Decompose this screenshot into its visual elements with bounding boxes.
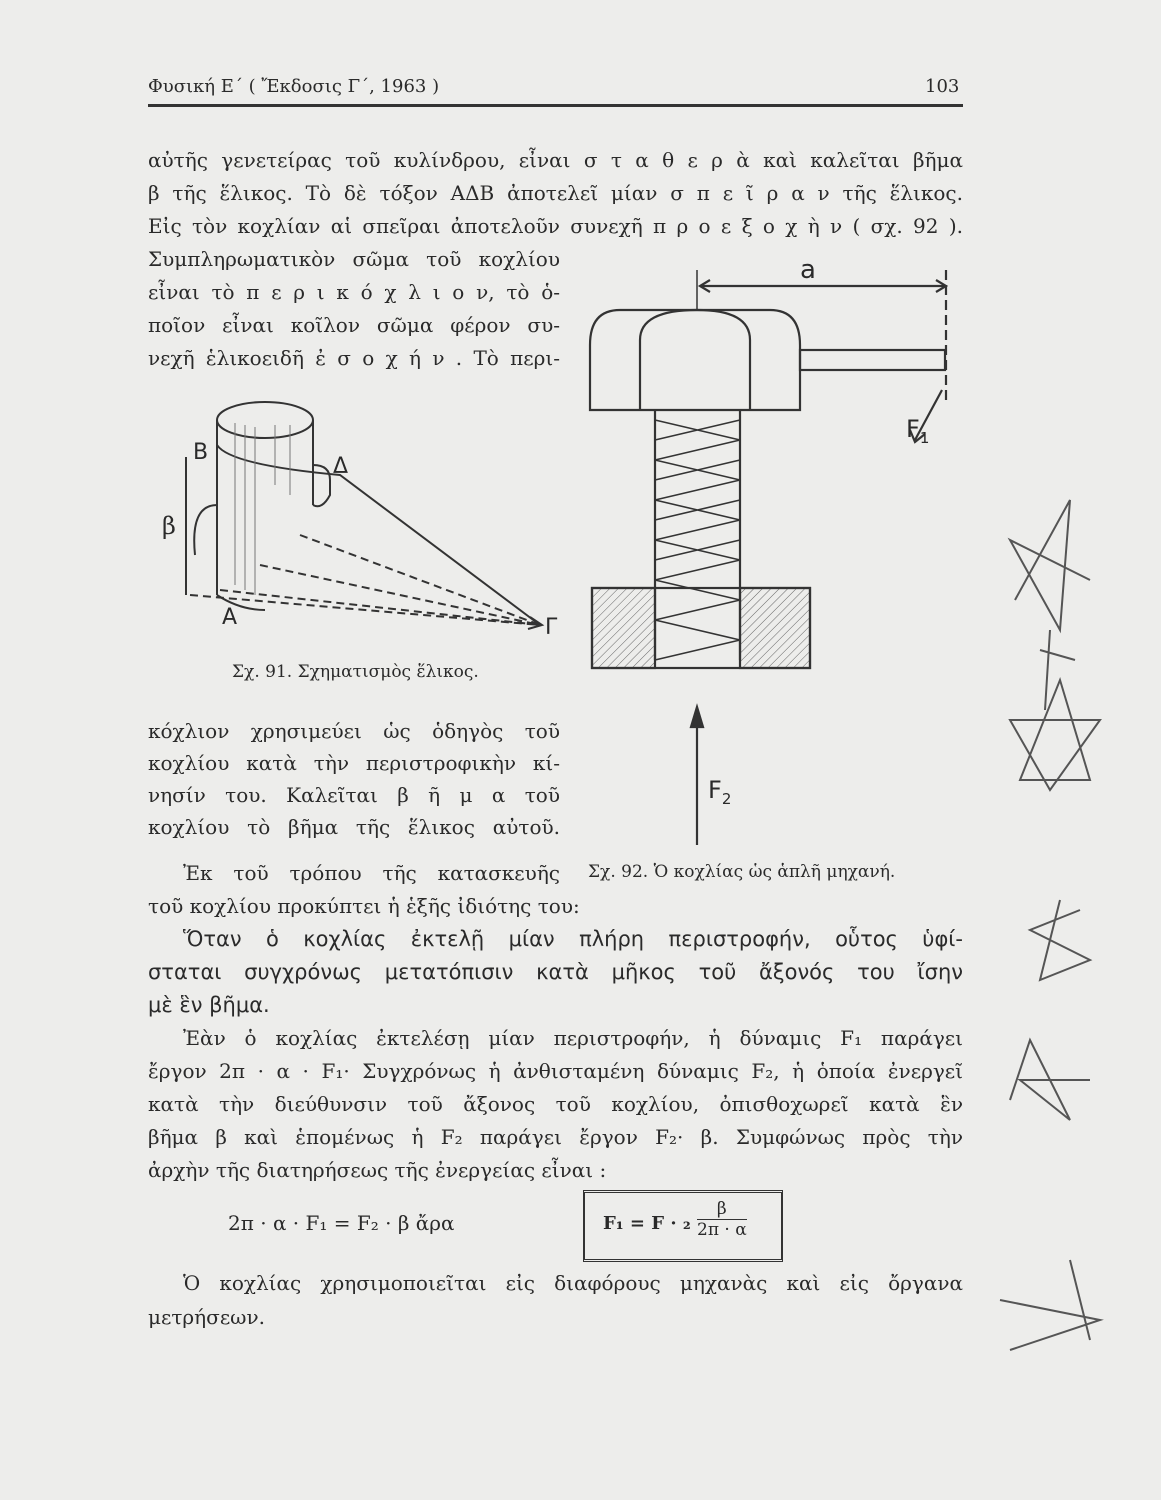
label-A: A xyxy=(222,605,238,630)
figure-91-caption: Σχ. 91. Σχηματισμὸς ἕλικος. xyxy=(232,662,479,682)
text-line: Εἰς τὸν κοχλίαν αἱ σπεῖραι ἀποτελοῦν συνεχῆ π ρ ο ε ξ ο χ ὴ ν ( σχ. 92 ). xyxy=(148,214,963,238)
text-line: εἶναι τὸ π ε ρ ι κ ό χ λ ι ο ν, τὸ ὁ- xyxy=(148,280,560,304)
label-F1-letter: F xyxy=(906,415,920,443)
label-a: a xyxy=(800,255,816,285)
text-line: Ὁ κοχλίας χρησιμοποιεῖται εἰς διαφόρους μηχανὰς καὶ εἰς ὄργανα xyxy=(183,1271,963,1295)
margin-doodles xyxy=(1000,480,1120,1380)
force-f2-arrow xyxy=(687,705,707,845)
text-line: τοῦ κοχλίου προκύπτει ἡ ἑξῆς ἰδιότης του: xyxy=(148,894,580,918)
label-delta: Δ xyxy=(333,454,349,479)
running-header: Φυσική Ε΄ ( Ἔκδοσις Γ΄, 1963 ) xyxy=(148,76,440,97)
label-F2-letter: F xyxy=(708,776,722,804)
text-line: ποῖον εἶναι κοῖλον σῶμα φέρον συ- xyxy=(148,313,560,337)
rule-line: σταται συγχρόνως μετατόπισιν κατὰ μῆκος τοῦ ἄξονός του ἴσην xyxy=(148,960,963,984)
figure-92-screw xyxy=(580,270,960,740)
label-F1 xyxy=(906,415,929,447)
label-F2-sub: 2 xyxy=(721,789,732,808)
text-line: μετρήσεων. xyxy=(148,1305,266,1329)
label-gamma: Γ xyxy=(545,615,558,640)
boxed-result xyxy=(583,1190,783,1262)
figure-92-caption: Σχ. 92. Ὁ κοχλίας ὡς ἁπλῆ μηχανή. xyxy=(588,862,896,882)
page-number: 103 xyxy=(925,76,960,97)
text-line: αὐτῆς γενετείρας τοῦ κυλίνδρου, εἶναι σ τ α θ ε ρ ὰ καὶ καλεῖται βῆμα xyxy=(148,148,963,172)
text-line: β τῆς ἕλικος. Τὸ δὲ τόξον ΑΔΒ ἀποτελεῖ μίαν σ π ε ῖ ρ α ν τῆς ἕλικος. xyxy=(148,181,963,205)
text-line: κοχλίου κατὰ τὴν περιστροφικὴν κί- xyxy=(148,751,560,775)
text-line: Συμπληρωματικὸν σῶμα τοῦ κοχλίου xyxy=(148,247,560,271)
text-line: ἔργον 2π · α · F₁· Συγχρόνως ἡ ἀνθισταμένη δύναμις F₂, ἡ ὁποία ἐνεργεῖ xyxy=(148,1059,963,1083)
text-line: κατὰ τὴν διεύθυνσιν τοῦ ἄξονος τοῦ κοχλίου, ὀπισθοχωρεῖ κατὰ ἓν xyxy=(148,1092,963,1116)
text-line: κόχλιον χρησιμεύει ὡς ὁδηγὸς τοῦ xyxy=(148,719,560,743)
header-rule xyxy=(148,104,963,107)
figure-91-helix xyxy=(150,385,560,655)
boxed-lhs: F₁ = F · ₂ xyxy=(603,1213,691,1234)
rule-line: μὲ ἓν βῆμα. xyxy=(148,993,270,1017)
label-F1-sub: 1 xyxy=(919,428,930,447)
text-line: κοχλίου τὸ βῆμα τῆς ἕλικος αὐτοῦ. xyxy=(148,815,560,839)
denominator: 2π · α xyxy=(697,1220,747,1240)
label-F2 xyxy=(708,776,731,808)
rule-line: Ὅταν ὁ κοχλίας ἐκτελῇ μίαν πλήρη περιστροφήν, οὗτος ὑφί- xyxy=(183,927,963,951)
text-line: νεχῆ ἑλικοειδῆ ἐ σ ο χ ή ν . Τὸ περι- xyxy=(148,346,560,370)
label-B: B xyxy=(193,440,209,465)
fraction xyxy=(697,1199,747,1240)
text-line: ἀρχὴν τῆς διατηρήσεως τῆς ἐνεργείας εἶναι : xyxy=(148,1158,607,1182)
label-beta: β xyxy=(162,512,176,540)
text-line: Ἐκ τοῦ τρόπου τῆς κατασκευῆς xyxy=(183,861,560,885)
text-line: Ἐὰν ὁ κοχλίας ἐκτελέσῃ μίαν περιστροφήν, ἡ δύναμις F₁ παράγει xyxy=(183,1026,963,1050)
text-line: βῆμα β καὶ ἑπομένως ἡ F₂ παράγει ἔργον F₂· β. Συμφώνως πρὸς τὴν xyxy=(148,1125,963,1149)
equation: 2π · α · F₁ = F₂ · β ἄρα xyxy=(228,1211,455,1235)
text-line: νησίν του. Καλεῖται β ῆ μ α τοῦ xyxy=(148,783,560,807)
numerator: β xyxy=(697,1199,747,1220)
